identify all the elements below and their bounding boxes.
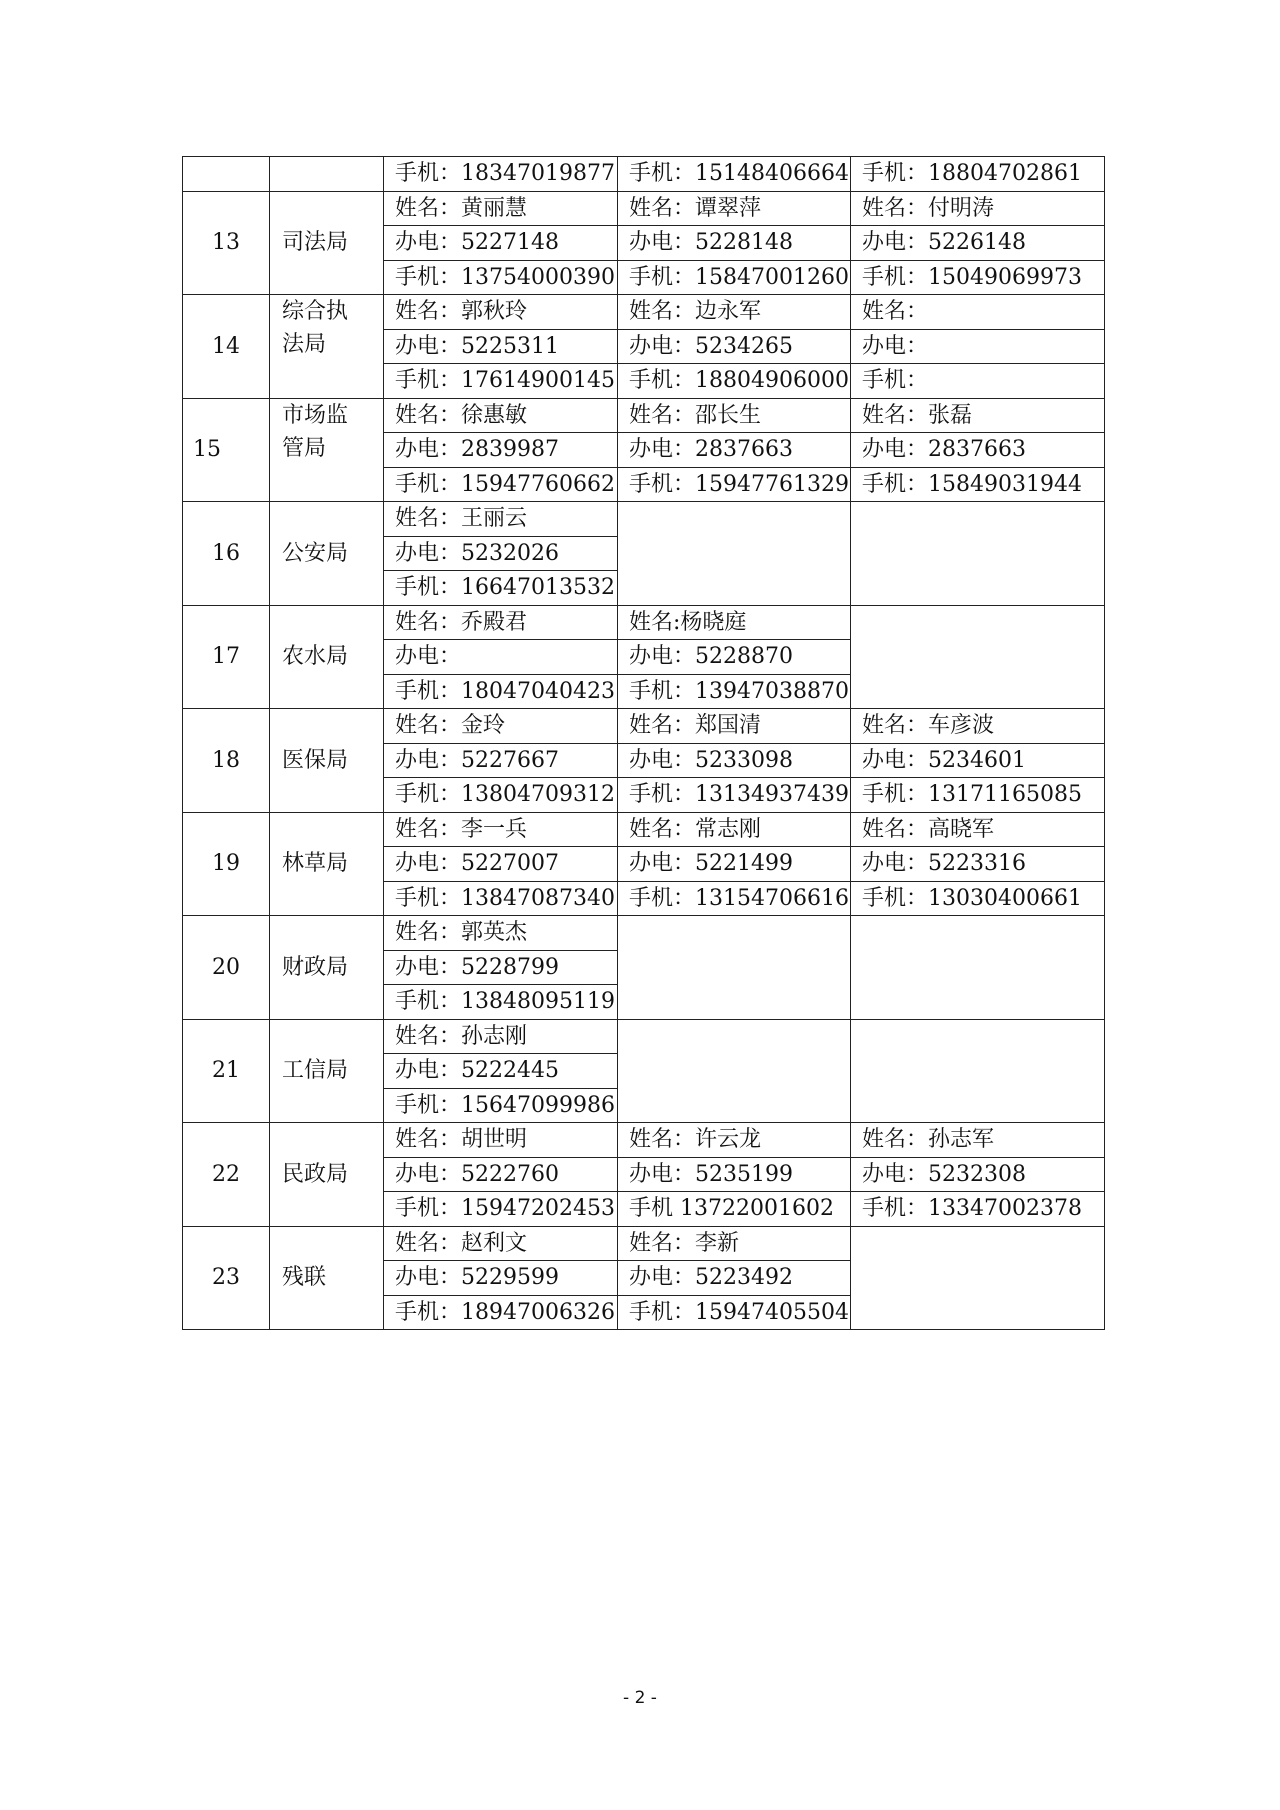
page-number: - 2 - <box>623 1688 657 1708</box>
contact-cell: 姓名：车彦波 <box>851 709 1105 744</box>
contact-cell: 姓名：郭英杰 <box>384 916 618 951</box>
contact-cell: 手机：18804702861 <box>851 157 1105 192</box>
department-name-line: 医保局 <box>282 747 349 773</box>
contact-cell: 办电：5232308 <box>851 1157 1105 1192</box>
contact-cell: 办电：5221499 <box>618 847 851 882</box>
contact-cell: 手机：13154706616 <box>618 881 851 916</box>
contact-cell: 办电：2837663 <box>851 433 1105 468</box>
department-name <box>270 916 384 1020</box>
department-name-line: 农水局 <box>282 644 349 670</box>
department-name <box>270 1019 384 1123</box>
contact-cell: 姓名：孙志刚 <box>384 1019 618 1054</box>
table-row <box>183 605 1105 640</box>
contact-cell: 手机：13134937439 <box>618 778 851 813</box>
contact-cell: 姓名：孙志军 <box>851 1123 1105 1158</box>
contact-cell: 办电：5225311 <box>384 329 618 364</box>
contact-cell: 姓名：乔殿君 <box>384 605 618 640</box>
unit-number: 17 <box>183 605 270 709</box>
table-row <box>183 1226 1105 1261</box>
department-name <box>270 191 384 295</box>
contact-cell: 手机：15847001260 <box>618 260 851 295</box>
unit-number: 23 <box>183 1226 270 1330</box>
empty-contact-cell <box>851 916 1105 1020</box>
contact-cell: 手机：13847087340 <box>384 881 618 916</box>
department-name <box>270 1123 384 1227</box>
contact-cell: 姓名：金玲 <box>384 709 618 744</box>
contact-cell: 办电：5234601 <box>851 743 1105 778</box>
unit-number: 13 <box>183 191 270 295</box>
department-name <box>270 605 384 709</box>
unit-number: 22 <box>183 1123 270 1227</box>
empty-contact-cell <box>851 502 1105 606</box>
contact-cell: 手机：17614900145 <box>384 364 618 399</box>
table-row <box>183 916 1105 951</box>
department-name <box>270 1226 384 1330</box>
contact-cell: 办电：5234265 <box>618 329 851 364</box>
contact-cell: 办电：5227007 <box>384 847 618 882</box>
department-name-line: 林草局 <box>282 851 349 877</box>
contact-cell: 办电：5222760 <box>384 1157 618 1192</box>
department-name-line: 残联 <box>282 1265 327 1291</box>
empty-contact-cell <box>851 1226 1105 1330</box>
contact-cell: 办电：5222445 <box>384 1054 618 1089</box>
department-name-line: 综合执 <box>282 299 349 324</box>
contact-cell: 手机：13848095119 <box>384 985 618 1020</box>
contact-cell: 手机：15148406664 <box>618 157 851 192</box>
contact-cell: 手机：18947006326 <box>384 1295 618 1330</box>
contact-cell: 手机：18347019877 <box>384 157 618 192</box>
table-row <box>183 398 1105 433</box>
contact-cell: 姓名：常志刚 <box>618 812 851 847</box>
contact-cell: 办电：5235199 <box>618 1157 851 1192</box>
empty-contact-cell <box>618 1019 851 1123</box>
contact-cell: 姓名:杨晓庭 <box>618 605 851 640</box>
contact-cell: 手机：15947202453 <box>384 1192 618 1227</box>
department-name-line: 法局 <box>282 332 327 357</box>
contact-cell: 姓名：谭翠萍 <box>618 191 851 226</box>
contact-cell: 办电：5228799 <box>384 950 618 985</box>
unit-number: 18 <box>183 709 270 813</box>
contact-cell: 手机：15647099986 <box>384 1088 618 1123</box>
contact-cell: 办电：5229599 <box>384 1261 618 1296</box>
contact-cell: 手机：13947038870 <box>618 674 851 709</box>
contact-cell: 姓名：许云龙 <box>618 1123 851 1158</box>
contact-cell: 姓名：王丽云 <box>384 502 618 537</box>
contact-cell: 手机：15849031944 <box>851 467 1105 502</box>
contact-cell: 姓名：李一兵 <box>384 812 618 847</box>
contact-table <box>182 156 1105 1330</box>
contact-cell: 办电：5223492 <box>618 1261 851 1296</box>
contact-cell: 姓名：邵长生 <box>618 398 851 433</box>
contact-cell: 手机：13171165085 <box>851 778 1105 813</box>
contact-cell: 办电：5227667 <box>384 743 618 778</box>
number-cell <box>183 157 270 192</box>
table-row-continued <box>183 157 1105 192</box>
unit-number: 20 <box>183 916 270 1020</box>
contact-cell: 姓名：赵利文 <box>384 1226 618 1261</box>
contact-cell: 手机 13722001602 <box>618 1192 851 1227</box>
contact-cell: 姓名：张磊 <box>851 398 1105 433</box>
table-row <box>183 502 1105 537</box>
department-name <box>270 709 384 813</box>
unit-number: 19 <box>183 812 270 916</box>
contact-cell: 姓名：高晓军 <box>851 812 1105 847</box>
table-row <box>183 1123 1105 1158</box>
department-name <box>270 398 384 502</box>
contact-cell: 手机：15947405504 <box>618 1295 851 1330</box>
contact-cell: 姓名：李新 <box>618 1226 851 1261</box>
contact-cell: 姓名：边永军 <box>618 295 851 330</box>
unit-number: 21 <box>183 1019 270 1123</box>
contact-cell: 姓名：胡世明 <box>384 1123 618 1158</box>
contact-cell: 姓名：郑国清 <box>618 709 851 744</box>
department-name <box>270 295 384 399</box>
empty-contact-cell <box>851 605 1105 709</box>
contact-cell: 办电：5223316 <box>851 847 1105 882</box>
department-name-line: 公安局 <box>282 540 349 566</box>
contact-cell: 手机：18047040423 <box>384 674 618 709</box>
department-name-line: 工信局 <box>282 1058 349 1084</box>
table-row <box>183 191 1105 226</box>
contact-cell: 手机：13030400661 <box>851 881 1105 916</box>
table-row <box>183 295 1105 330</box>
unit-number: 14 <box>183 295 270 399</box>
unit-number: 16 <box>183 502 270 606</box>
contact-table-body <box>183 157 1105 1330</box>
contact-cell: 姓名： <box>851 295 1105 330</box>
contact-cell: 办电： <box>384 640 618 675</box>
contact-cell: 手机：16647013532 <box>384 571 618 606</box>
empty-contact-cell <box>618 502 851 606</box>
table-row <box>183 812 1105 847</box>
contact-cell: 办电：2839987 <box>384 433 618 468</box>
contact-cell: 办电： <box>851 329 1105 364</box>
contact-cell: 办电：5228870 <box>618 640 851 675</box>
contact-cell: 手机：13804709312 <box>384 778 618 813</box>
contact-cell: 手机：15947760662 <box>384 467 618 502</box>
contact-cell: 手机：15947761329 <box>618 467 851 502</box>
contact-cell: 手机：15049069973 <box>851 260 1105 295</box>
contact-cell: 姓名：黄丽慧 <box>384 191 618 226</box>
contact-cell: 手机： <box>851 364 1105 399</box>
department-name-line: 市场监 <box>282 402 349 428</box>
empty-contact-cell <box>618 916 851 1020</box>
contact-cell: 姓名：郭秋玲 <box>384 295 618 330</box>
department-name <box>270 502 384 606</box>
department-name-line: 司法局 <box>282 230 349 256</box>
department-name-line: 管局 <box>282 435 327 461</box>
contact-cell: 办电：5228148 <box>618 226 851 261</box>
table-row <box>183 709 1105 744</box>
unit-number: 15 <box>183 398 270 502</box>
department-cell <box>270 157 384 192</box>
contact-cell: 手机：18804906000 <box>618 364 851 399</box>
contact-cell: 手机：13347002378 <box>851 1192 1105 1227</box>
empty-contact-cell <box>851 1019 1105 1123</box>
contact-cell: 姓名：付明涛 <box>851 191 1105 226</box>
contact-cell: 办电：5227148 <box>384 226 618 261</box>
contact-cell: 办电：2837663 <box>618 433 851 468</box>
department-name-line: 财政局 <box>282 954 349 980</box>
contact-cell: 办电：5232026 <box>384 536 618 571</box>
contact-cell: 办电：5226148 <box>851 226 1105 261</box>
contact-cell: 办电：5233098 <box>618 743 851 778</box>
contact-cell: 手机：13754000390 <box>384 260 618 295</box>
department-name-line: 民政局 <box>282 1161 349 1187</box>
department-name <box>270 812 384 916</box>
contact-cell: 姓名：徐惠敏 <box>384 398 618 433</box>
table-row <box>183 1019 1105 1054</box>
